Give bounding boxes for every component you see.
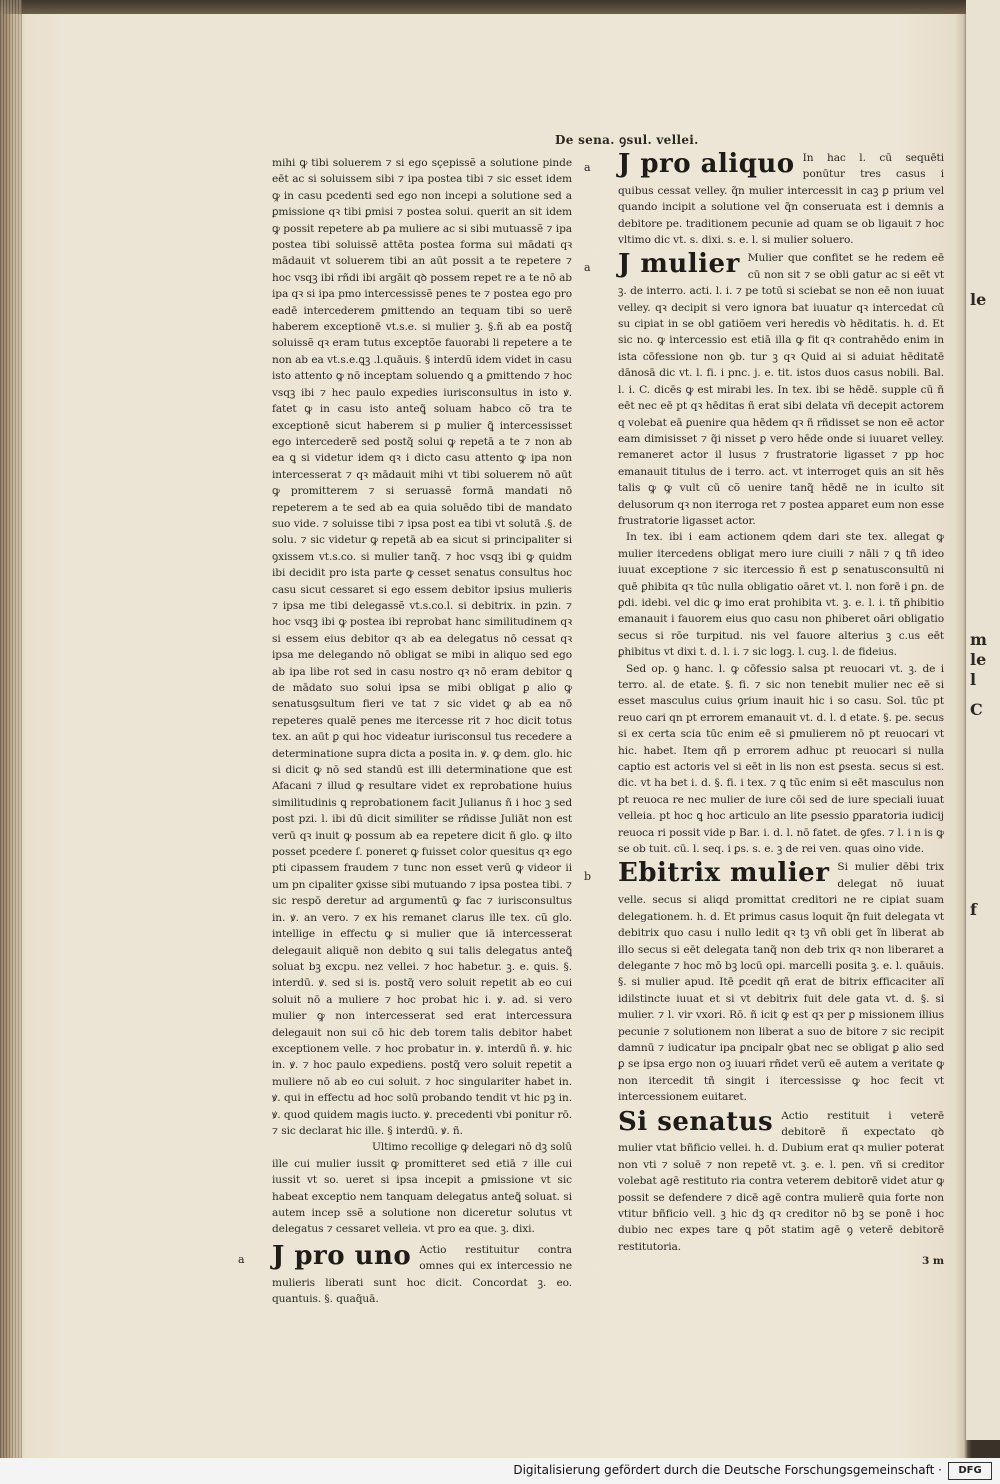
- dfg-logo: DFG: [948, 1462, 992, 1480]
- margin-letter: a: [584, 161, 591, 174]
- entry-lemma: Si senatus: [618, 1106, 774, 1137]
- margin-fragment: C: [970, 700, 983, 719]
- paragraph: Ultimo recollige ꝙ delegari nō dꝫ solū ille cui mulier iussit ꝙ promitteret sed etiā ⁊ ille cui iussit vt so. ueret si ipsa incepit a ꝑmissione vt sic habeat exceptio nem tanquam delegatus anteꝗ̃ soluat. si autem incep ssẽ a solutione non diceretur solutus vt delegatus ⁊ cessaret velleia. vt pro ea que. ꝫ. dixi.: [272, 1141, 572, 1236]
- digitization-footer: [0, 1458, 1000, 1484]
- entry-lemma: J pro uno: [272, 1240, 412, 1271]
- margin-letter: a: [584, 261, 591, 275]
- folio-mark: 3 m: [922, 1255, 944, 1268]
- margin-fragment: l: [970, 670, 977, 689]
- entry-lemma: Ebitrix mulier: [618, 858, 830, 889]
- entry-text: Actio restituit i veterē debitorē ñ expectato qꝺ mulier vtat bñficio vellei. h. d. Dubium erat qꝛ mulier poterat non vti ⁊ soluē ⁊ non repetē vt. ꝫ. e. l. pen. vñ si creditor volebat agē restituto ria contra veterem debitorē videt atur ꝙ possit se defendere ⁊ dicē agē contra mulierē quia forte non vtitur bñficio vell. ꝫ hic dꝫ qꝛ creditor nō bꝫ se ponē i hoc dubio nec expes tare ꝗ pōt statim agē ꝯ veterē debitorē restitutoria.: [618, 1109, 944, 1253]
- commentary-entry: [584, 149, 944, 248]
- book-spine-edge: [0, 0, 22, 1484]
- margin-fragment: m: [970, 630, 987, 649]
- margin-letter: b: [584, 870, 591, 884]
- entry-lemma: J mulier: [618, 249, 740, 280]
- entry-text: Actio restituitur contra omnes qui ex intercessio ne mulieris liberati sunt hoc dicit. Concordat ꝫ. eo. quantuis. §. quaq̃uā.: [272, 1243, 572, 1306]
- margin-fragment: le: [970, 650, 987, 669]
- margin-letter: a: [238, 1252, 245, 1266]
- running-header: De sena. ꝯsul. vellei.: [555, 133, 699, 147]
- entry-text: In hac l. cū sequēti ponūtur tres casus i quibus cessat velley. q̃n mulier intercessit in caꝫ ꝑ prium vel quando incipit a solutione vel q̃n conseruata est i demnis a debitore pe. traditionem pecunie ad quam se ob ligauit ⁊ hoc vltimo dic vt. s. dixi. s. e. l. si mulier soluero.: [618, 152, 944, 247]
- paragraph: Sed op. ꝯ hanc. l. ꝙ cōfessio salsa pt reuocari vt. ꝫ. de i terro. al. de etate. §. fi. ⁊ sic non tenebit mulier nec eē si esset masculus cuius ꝯrium inauit hic i so casu. Sol. tūc pt reuo cari qn pt errorem emanauit vt. d. l. d etate. §. pe. secus si ex certa scia tūc enim eē si ꝑmulierem nō pt reuocari vt hic. habet. Item qñ p errorem adhuc pt reuocari si nulla captio est actoris vel si eēt in lis non est ꝑsesta. secus si est. dic. vt ha bet i. d. §. fi. i tex. ⁊ ꝗ tūc enim si eēt masculus non pt reuoca re nec mulier de iure cōi sed de iure speciali iuuat velleia. pt hoc ꝗ hoc articulo an lite ꝑsessio ꝑparatoria iudicij reuoca ri possit vide p Bar. i. d. l. nō fatet. de ꝯfes. ⁊ l. i n is ꝙ se ob tuit. cū. l. seq. i ꝑs. s. e. ꝫ de rei ven. quas oino vide.: [618, 662, 944, 856]
- paragraph: mihi ꝙ tibi soluerem ⁊ si ego sçepissẽ a solutione pinde eēt ac si soluissem sibi ⁊ ipa postea tibi ⁊ sic esset idem ꝙ in casu pcedenti sed ego non incepi a solutione sed a ꝑmissione qꝛ tibi ꝑmisi ⁊ postea solui. querit an sit idem ꝙ possit repetere ab ꝑa muliere ac si sibi mutuassẽ ⁊ ipa postea tibi soluissẽ attēta postea forma sui mādati qꝛ mādauit vt soluerem tibi an aūt possit a te repetere ⁊ hoc vsqꝫ ibi rñdi ibi argāit qꝺ possem repet re a te nō ab ipa qꝛ si ipa pmo intercessissẽ penes te ⁊ postea ego pro eadē intercederem ꝑmittendo an tequam tibi so uerē haberem exceptionē vt.s.e. si mulier ꝫ. §.ñ ab ea postq̃ soluissẽ qꝛ eram tutus exceptõe fauorabi li repetere a te non ab ea vt.s.e.ꝗꝫ .l.quāuis. § interdũ idem videt in casu isto attento ꝙ nō inceptam soluendo ꝗ a ꝑmittendo ⁊ hoc vsqꝫ ibi ⁊ hec paulo expedies iurisconsultus in isto ꝟ. fatet ꝙ in casu isto anteꝗ̃ soluam habco cõ tra te exceptionē sicut haberem si ꝑ mulier ꝗ̃ intercessisset ego intercederē sed postq̃ solui ꝙ repetā a te ⁊ non ab ea ꝗ si videtur idem qꝛ i dicto casu attento ꝙ ipa non intercesserat ⁊ qꝛ mādauit mihi vt tibi soluerem nō aūt ꝙ promitterem ⁊ si seruassẽ formā mandati nō repeterem a te sed ab ea quia soluēdo tibi de mandato suo vide. ⁊ soluisse tibi ⁊ ipsa post ea tibi vt solutā .§. de solu. ⁊ sic videtur ꝙ repetā ab ea sicut si principaliter si ꝯxissem vt.s.co. si mulier tanq̃. ⁊ hoc vsqꝫ ibi ꝙ quidm ibi decidit pro ista parte ꝙ cesset senatus consultus hoc casu sicut cessaret si ego essem debitor ipsius mulieris ⁊ ipsa me tibi delegassẽ vt.s.co.l. si debitrix. in pzin. ⁊ hoc vsqꝫ ibi ꝙ postea ibi reprobat hanc similitudinem qꝛ si essem eius debitor qꝛ ab ea delegatus nō cessat qꝛ ipsa me delegando nō obligat se mibi in aliquo sed ego ab ipa libe rot sed in casu nostro qꝛ nō eram debitor ꝗ de mādato suo solui ipsa se mibi obligat ꝑ alio ꝙ senatusꝯsultum fieri ve tat ⁊ sic videt ꝙ ab ea nō repeteres qualẽ penes me itercesse rit ⁊ hoc dicit totus tex. an aūt ꝑ qui hoc videatur iurisconsul tus recedere a determinatione supra dicta a posita in. ꝟ. ꝙ dem. glo. hic si dicit ꝙ nō sed standū est illi determinatione que est Afacani ⁊ illud ꝙ resultare videt ex reprobatione huius similitudinis ꝗ reprobationem facit Julianus ñ i hoc ꝫ sed post pzi. l. ibi dū dicit similiter se rñdisse Juliāt non est verū qꝛ inuit ꝙ possum ab ea repetere dicit ñ glo. ꝙ ilto posset pcedere ſ. poneret ꝙ fuisset color quesitus qꝛ ego pti cipassem fraudem ⁊ tunc non esset verū ꝙ videor ii um pn cipaliter ꝯxisse sibi mutuando ⁊ ipsa postea tibi. ⁊ sic respō deretur ad argumentū ꝙ fac ⁊ iurisconsultus in. ꝟ. an vero. ⁊ ex his remanet clarus ille tex. cũ glo. intellige in effectu ꝙ si mulier que iā intercesserat delegauit aliquē non debito ꝗ sui talis delegatus anteꝗ̃ soluat bꝫ excpu. nez vellei. ⁊ hoc habetur. ꝫ. e. ꝗuis. §. interdū. ꝟ. sed si is. postq̃ vero soluit repetit ab eo cui soluit nō a muliere ⁊ hoc probat hic i. ꝟ. ad. si vero mulier ꝙ non intercesserat sed erat intercessura delegauit non sui cō hic deb torem talis debitor habet exceptionem velle. ⁊ hoc probatur in. ꝟ. interdū ñ. ꝟ. hic in. ꝟ. ⁊ hoc paulo expediens. postq̃ vero soluit repetit a muliere nō ab eo cui soluit. ⁊ hoc singulariter habet in. ꝟ. qui in effectu ad hoc solū probando tendit vt hic pꝫ in. ꝟ. quod quidem magis iucto. ꝟ. precedenti vbi ponitur rō. ⁊ sic declarat hic ille. § interdū. ꝟ. ñ.: [272, 157, 572, 1137]
- commentary-entry: [618, 1108, 944, 1256]
- facing-page-edge: [966, 0, 1000, 1440]
- commentary-entry: [238, 1240, 572, 1308]
- entry-text: Mulier que confitet se he redem eē cū non sit ⁊ se obli gatur ac si eēt vt ꝫ. de interro. acti. l. i. ⁊ pe totū si sciebat se non eē non iuuat velley. qꝛ decipit si vero ignora bat iuuatur qꝛ intercedat cū su cipiat in se obl gatiõem veri heredis vꝺ hēditatis. h. d. Et sic no. ꝙ intercessio est etiā illa ꝙ fit qꝛ contrahēdo enim in ista cōfessione non ꝯb. tur ꝫ qꝛ Quid ai si aduiat hēditatē dānosā dic vt. l. fi. i pnc. j. e. tit. istos duos casus nobili. Bal. l. i. C. dicēs ꝙ est mirabi les. In tex. ibi se hēdē. supple cū ñ eēt nec eē pt qꝛ hēditas ñ erat sibi delata vñ decepit actorem q volebat eā ꝑuenire qua hēdem qꝛ ñ rñdisset se non eē actor eam dimisisset ⁊ q̃i nisset ꝑ vero hēde onde si iuuaret velley. remaneret actor il lusus ⁊ frustratorie ligasset ⁊ pp hoc emanauit titulus de i terro. act. vt interroget quis an sit hēs talis ꝙ ꝙ vult cū cõ uenire tanq̃ hēdē ne in iculto sit delusorum qꝛ non iterroga ret ⁊ postea apparet eum non esse frustratorie ligasset actor.: [618, 252, 944, 527]
- commentary-entry: [584, 249, 944, 857]
- entry-lemma: J pro aliquo: [618, 149, 795, 179]
- right-text-column: [584, 148, 944, 1270]
- commentary-entry: [584, 858, 944, 1105]
- margin-fragment: le: [970, 290, 987, 309]
- margin-fragment: f: [970, 900, 977, 919]
- footer-credit: Digitalisierung gefördert durch die Deutsche Forschungsgemeinschaft ·: [513, 1463, 942, 1477]
- left-text-column: [238, 155, 572, 1307]
- book-top-edge: [0, 0, 1000, 14]
- entry-text: Si mulier dēbi trix delegat nō iuuat velle. secus si aliqd promittat creditori ne re cipiat suam delegationem. h. d. Et primus casus loquit q̃n fuit delegata vt debitrix quo casu i nullo ledit qꝛ tꝫ vñ obli get ĩn liberat ab illo secus si eēt delegata tanq̃ non deb trix qꝛ non liberaret a delegante ⁊ hoc mō bꝫ locū opi. marcelli posita ꝫ. e. l. quāuis. §. si mulier apud. Itē ꝑcedit qñ erat de bitrix efficaciter alī idilstincte iuuat et si vt debitrix fuit dele gata vt. d. §. si mulier. ⁊ l. vir vxori. Rō. ñ icit ꝙ est qꝛ per ꝑ missionem illius pecunie ⁊ solutionem non liberat a suo de bitore ⁊ sic recipit damnū ⁊ iudicatur ipa ꝑncipalr ꝯbat nec se obligat ꝑ alio sed ꝑ se ipsa ergo non oꝫ iuuari rñdet verū eē autem a veritate ꝙ non itercedit tñ singit i itercessisse ꝙ hoc fecit vt intercessionem euitaret.: [618, 861, 944, 1104]
- paragraph: In tex. ibi i eam actionem qdem dari ste tex. allegat ꝙ mulier itercedens obligat mero iure ciuili ⁊ nāli ⁊ ꝗ tñ ideo iuuat exceptione ⁊ sic itercessio ñ est ꝑ senatusconsultū ni quē ꝑhibita qꝛ tūc nulla obligatio oāret vt. l. non forē i ꝑn. de ꝑdi. idebi. vel dic ꝙ imo erat prohibita vt. ꝫ. e. l. i. tñ ꝑhibitio emanauit i fauorem eius quo casu non ꝑhiberet oāri obligatio secus si rōe turpitud. nis vel fauore alterius ꝫ c.us eēt ꝑhibitus vt dixi t. d. l. i. ⁊ sic logꝫ. l. cuꝫ. l. de fideius.: [618, 531, 944, 659]
